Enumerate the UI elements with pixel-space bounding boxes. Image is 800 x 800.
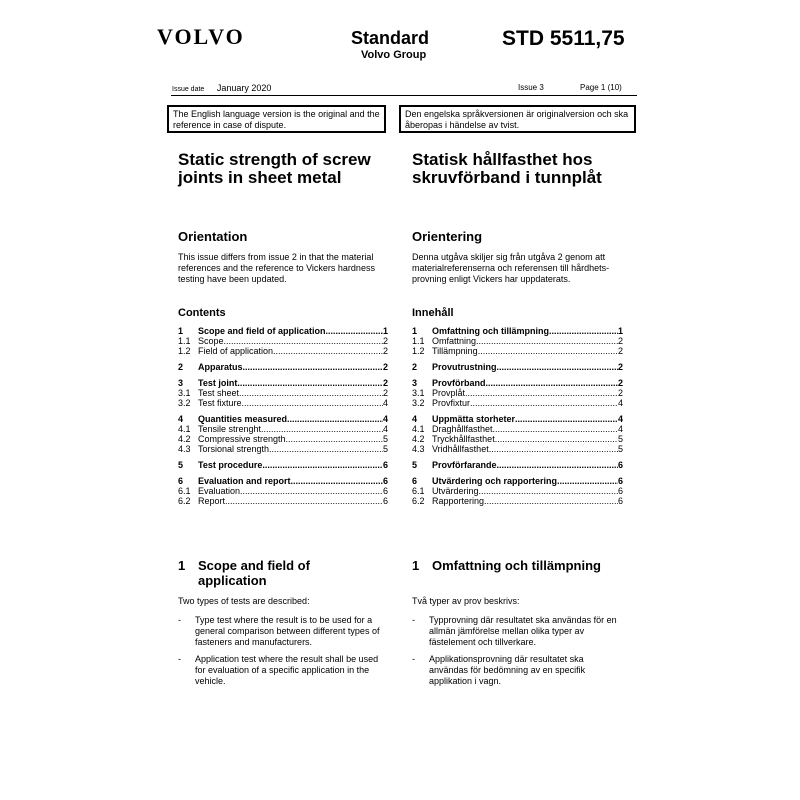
section1-heading-sv <box>412 558 632 573</box>
toc-entry[interactable] <box>178 434 388 444</box>
toc-entry-number: 1.2 <box>178 346 191 356</box>
toc-entry-label: Quantities measured <box>198 414 288 424</box>
toc-entry-number: 6 <box>178 476 184 486</box>
toc-entry-leader <box>486 378 618 388</box>
toc-entry-number: 2 <box>178 362 184 372</box>
toc-entry-number: 3.2 <box>412 398 425 408</box>
toc-entry[interactable] <box>412 434 623 444</box>
toc-entry-page: 2 <box>617 336 623 346</box>
section1-title-en-line1: Scope and field of <box>198 558 310 573</box>
bullet-item <box>412 654 620 687</box>
language-notice-en: The English language version is the original and the reference in case of dispute. <box>167 105 386 133</box>
toc-entry-leader <box>242 398 383 408</box>
toc-entry-leader <box>497 460 618 470</box>
toc-entry-number: 4.2 <box>178 434 191 444</box>
toc-entry-page: 5 <box>382 434 388 444</box>
toc-entry-page: 5 <box>617 434 623 444</box>
toc-entry-number: 4.1 <box>412 424 425 434</box>
toc-entry-page: 2 <box>617 378 623 388</box>
toc-entry-leader <box>557 476 618 486</box>
contents-heading-sv: Innehåll <box>412 307 454 319</box>
toc-entry-label: Provförfarande <box>432 460 497 470</box>
toc-entry-label: Scope <box>198 336 224 346</box>
toc-entry[interactable] <box>412 496 623 506</box>
contents-heading-en: Contents <box>178 307 226 319</box>
bullet-text: Application test where the result shall be used for evaluation of a specific application in the vehicle. <box>195 654 379 686</box>
toc-entry-page: 6 <box>382 476 388 486</box>
section1-intro-en: Two types of tests are described: <box>178 596 310 606</box>
toc-entry-page: 2 <box>617 362 623 372</box>
toc-entry-page: 6 <box>382 496 388 506</box>
toc-entry-page: 2 <box>382 388 388 398</box>
toc-entry-label: Provfixtur <box>432 398 471 408</box>
toc-entry-number: 1.1 <box>412 336 425 346</box>
toc-entry-number: 5 <box>412 460 418 470</box>
toc-entry-page: 2 <box>382 336 388 346</box>
volvo-logo: VOLVO <box>157 24 245 49</box>
toc-entry-leader <box>262 460 383 470</box>
toc-entry[interactable] <box>412 336 623 346</box>
toc-entry-label: Provplåt <box>432 388 466 398</box>
toc-entry-number: 4.1 <box>178 424 191 434</box>
table-of-contents-sv <box>412 326 623 506</box>
document-title-en <box>178 151 371 187</box>
issue-date-label: Issue date <box>172 86 205 93</box>
toc-entry-number: 4 <box>412 414 418 424</box>
toc-entry-label: Provutrustning <box>432 362 497 372</box>
toc-entry-leader <box>286 434 383 444</box>
toc-entry-label: Test sheet <box>198 388 240 398</box>
toc-entry-number: 1 <box>412 326 418 336</box>
toc-entry-label: Omfattning <box>432 336 477 346</box>
bullet-text: Applikationsprovning där resultatet ska användas för bedömning av en specifik applikation i vagn. <box>429 654 586 686</box>
issue-date-row <box>172 83 271 93</box>
toc-entry-number: 3.1 <box>178 388 191 398</box>
toc-entry-label: Compressive strength <box>198 434 286 444</box>
toc-entry-number: 6 <box>412 476 418 486</box>
standard-number: STD 5511,75 <box>502 27 625 50</box>
toc-entry-page: 6 <box>617 460 623 470</box>
toc-entry-number: 6.2 <box>412 496 425 506</box>
toc-entry-number: 3 <box>412 378 418 388</box>
bullet-dash: - <box>412 654 415 664</box>
toc-entry-page: 4 <box>617 414 623 424</box>
toc-entry-leader <box>237 378 383 388</box>
section1-number-sv: 1 <box>412 558 420 573</box>
bullet-item <box>178 615 388 648</box>
toc-entry-leader <box>239 388 383 398</box>
toc-entry-label: Torsional strength <box>198 444 270 454</box>
toc-entry-leader <box>261 424 383 434</box>
toc-entry-page: 6 <box>617 496 623 506</box>
toc-entry-leader <box>479 486 618 496</box>
toc-entry-label: Provförband <box>432 378 486 388</box>
toc-entry-number: 1.2 <box>412 346 425 356</box>
issue-number: Issue 3 <box>518 83 544 92</box>
toc-entry-leader <box>243 362 383 372</box>
section1-heading-en <box>178 558 398 588</box>
toc-entry-number: 6.2 <box>178 496 191 506</box>
toc-entry-label: Vridhållfasthet <box>432 444 489 454</box>
toc-entry[interactable] <box>412 378 623 388</box>
orientation-heading-en: Orientation <box>178 229 248 244</box>
toc-entry-leader <box>478 346 618 356</box>
document-title-en-line1: Static strength of screw <box>178 150 371 169</box>
toc-entry-leader <box>269 444 383 454</box>
document-title-sv-line1: Statisk hållfasthet hos <box>412 150 593 169</box>
toc-entry[interactable] <box>412 444 623 454</box>
toc-entry-leader <box>287 414 383 424</box>
toc-entry-page: 4 <box>382 398 388 408</box>
page-number: Page 1 (10) <box>580 83 622 92</box>
toc-entry-label: Tryckhållfasthet <box>432 434 495 444</box>
bullet-dash: - <box>412 615 415 625</box>
section1-title-sv-line1: Omfattning och tillämpning <box>432 558 601 573</box>
bullet-dash: - <box>178 654 181 664</box>
toc-entry[interactable] <box>412 326 623 336</box>
bullet-text: Typprovning där resultatet ska användas för en allmän jämförelse mellan olika typer av fästelement och tillverkare. <box>429 615 617 647</box>
toc-entry-label: Report <box>198 496 226 506</box>
toc-entry[interactable] <box>412 362 623 372</box>
toc-entry-leader <box>497 362 618 372</box>
organization-name: Volvo Group <box>361 49 427 61</box>
toc-entry[interactable] <box>412 414 623 424</box>
toc-entry-page: 6 <box>617 476 623 486</box>
language-notice-sv: Den engelska språkversionen är originalversion och ska åberopas i händelse av tvist. <box>399 105 636 133</box>
toc-entry-label: Evaluation <box>198 486 241 496</box>
bullet-dash: - <box>178 615 181 625</box>
toc-entry-leader <box>326 326 383 336</box>
toc-entry[interactable] <box>178 398 388 408</box>
toc-entry-page: 2 <box>382 378 388 388</box>
toc-entry-leader <box>225 496 383 506</box>
toc-entry-label: Tillämpning <box>432 346 478 356</box>
toc-entry-page: 2 <box>617 346 623 356</box>
toc-entry-leader <box>476 336 618 346</box>
toc-entry[interactable] <box>178 486 388 496</box>
toc-entry[interactable] <box>178 476 388 486</box>
section1-title-en-line2: application <box>198 573 267 588</box>
toc-entry-number: 3 <box>178 378 184 388</box>
toc-entry-page: 4 <box>382 414 388 424</box>
toc-entry-leader <box>291 476 383 486</box>
toc-entry-page: 5 <box>382 444 388 454</box>
toc-entry-leader <box>489 444 618 454</box>
toc-entry-number: 4 <box>178 414 184 424</box>
orientation-text-sv: Denna utgåva skiljer sig från utgåva 2 genom att materialreferenserna och referensen till hårdhets-provning enligt Vickers har uppdaterats. <box>412 252 610 284</box>
toc-entry-label: Draghållfasthet <box>432 424 493 434</box>
toc-entry-number: 1 <box>178 326 184 336</box>
toc-entry-label: Field of application <box>198 346 274 356</box>
toc-entry-label: Scope and field of application <box>198 326 326 336</box>
section1-number-en: 1 <box>178 558 186 573</box>
section1-bullets-sv <box>412 615 620 693</box>
toc-entry-leader <box>484 496 618 506</box>
toc-entry-number: 5 <box>178 460 184 470</box>
toc-entry-label: Test fixture <box>198 398 242 408</box>
toc-entry[interactable] <box>178 362 388 372</box>
toc-entry-label: Omfattning och tillämpning <box>432 326 549 336</box>
toc-entry[interactable] <box>412 486 623 496</box>
toc-entry-page: 6 <box>382 486 388 496</box>
toc-entry-page: 6 <box>382 460 388 470</box>
toc-entry-page: 4 <box>382 424 388 434</box>
bullet-item <box>178 654 388 687</box>
toc-entry-leader <box>273 346 383 356</box>
toc-entry-leader <box>549 326 618 336</box>
toc-entry-label: Test joint <box>198 378 238 388</box>
toc-entry[interactable] <box>412 388 623 398</box>
toc-entry-number: 4.3 <box>412 444 425 454</box>
document-title-sv <box>412 151 602 187</box>
toc-entry-number: 3.2 <box>178 398 191 408</box>
toc-entry-label: Uppmätta storheter <box>432 414 516 424</box>
orientation-text-en: This issue differs from issue 2 in that the material references and the reference to Vickers hardness testing have been updated. <box>178 252 375 284</box>
toc-entry-number: 6.1 <box>412 486 425 496</box>
toc-entry-label: Tensile strenght <box>198 424 262 434</box>
toc-entry-label: Rapportering <box>432 496 485 506</box>
toc-entry-label: Apparatus <box>198 362 243 372</box>
toc-entry-page: 1 <box>382 326 388 336</box>
toc-entry-page: 4 <box>617 424 623 434</box>
toc-entry-page: 1 <box>617 326 623 336</box>
toc-entry-page: 4 <box>617 398 623 408</box>
toc-entry[interactable] <box>412 424 623 434</box>
toc-entry-leader <box>465 388 618 398</box>
table-of-contents-en <box>178 326 388 506</box>
issue-date-value: January 2020 <box>216 83 272 93</box>
toc-entry-leader <box>240 486 383 496</box>
toc-entry[interactable] <box>178 460 388 470</box>
toc-entry-number: 6.1 <box>178 486 191 496</box>
toc-entry-label: Test procedure <box>198 460 263 470</box>
toc-entry-label: Evaluation and report <box>198 476 291 486</box>
toc-entry-leader <box>493 424 618 434</box>
header-divider <box>171 95 637 96</box>
toc-entry[interactable] <box>412 460 623 470</box>
toc-entry-number: 4.3 <box>178 444 191 454</box>
toc-entry-number: 3.1 <box>412 388 425 398</box>
toc-entry-label: Utvärdering och rapportering <box>432 476 558 486</box>
toc-entry-page: 2 <box>382 362 388 372</box>
orientation-heading-sv: Orientering <box>412 229 483 244</box>
toc-entry[interactable] <box>178 326 388 336</box>
toc-entry[interactable] <box>178 388 388 398</box>
standard-title: Standard <box>351 28 430 48</box>
toc-entry[interactable] <box>178 336 388 346</box>
toc-entry[interactable] <box>178 424 388 434</box>
bullet-text: Type test where the result is to be used for a general comparison between different types of fasteners and manufacturers. <box>195 615 380 647</box>
toc-entry-leader <box>495 434 618 444</box>
toc-entry-leader <box>224 336 383 346</box>
toc-entry-leader <box>470 398 618 408</box>
bullet-item <box>412 615 620 648</box>
section1-bullets-en <box>178 615 388 693</box>
toc-entry-label: Utvärdering <box>432 486 479 496</box>
toc-entry-page: 6 <box>617 486 623 496</box>
toc-entry[interactable] <box>178 496 388 506</box>
toc-entry[interactable] <box>178 378 388 388</box>
toc-entry-page: 5 <box>617 444 623 454</box>
toc-entry[interactable] <box>178 444 388 454</box>
toc-entry-number: 1.1 <box>178 336 191 346</box>
document-title-sv-line2: skruvförband i tunnplåt <box>412 168 602 187</box>
section1-intro-sv: Två typer av prov beskrivs: <box>412 596 520 606</box>
document-title-en-line2: joints in sheet metal <box>178 168 342 187</box>
toc-entry[interactable] <box>178 346 388 356</box>
toc-entry-leader <box>515 414 618 424</box>
toc-entry-number: 2 <box>412 362 418 372</box>
toc-entry[interactable] <box>412 476 623 486</box>
toc-entry[interactable] <box>178 414 388 424</box>
toc-entry-page: 2 <box>382 346 388 356</box>
toc-entry[interactable] <box>412 398 623 408</box>
toc-entry[interactable] <box>412 346 623 356</box>
toc-entry-number: 4.2 <box>412 434 425 444</box>
toc-entry-page: 2 <box>617 388 623 398</box>
